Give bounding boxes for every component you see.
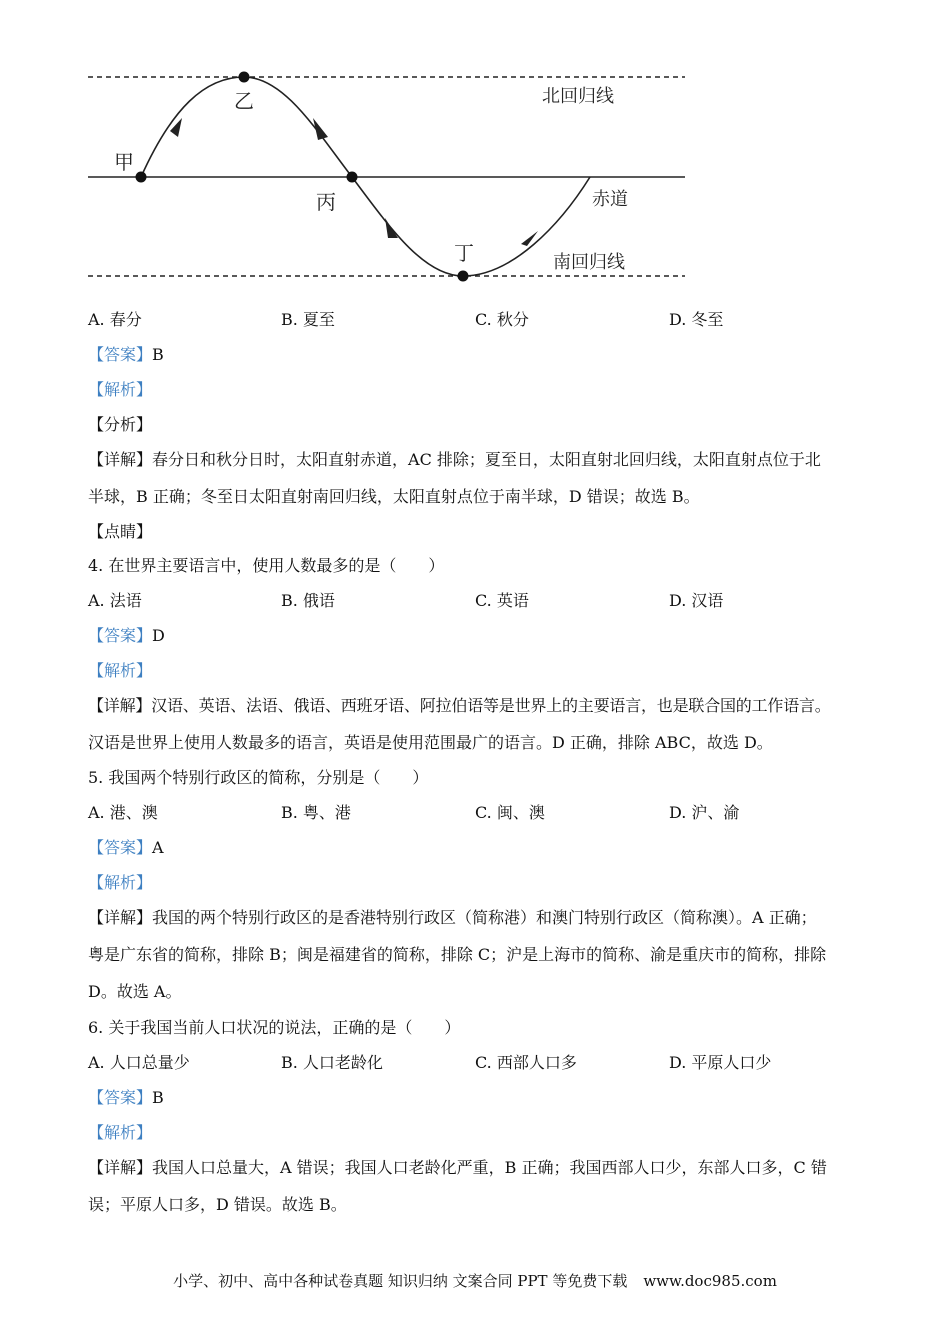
answer-tag: 【答案】 [88,626,153,645]
footer-text: 小学、初中、高中各种试卷真题 知识归纳 文案合同 PPT 等免费下载 [173,1272,628,1290]
detail-text: 春分日和秋分日时，太阳直射赤道，AC 排除；夏至日，太阳直射北回归线，太阳直射点位于北 [152,450,821,469]
answer-tag: 【答案】 [88,345,153,364]
detail-text: 我国人口总量大，A 错误；我国人口老龄化严重，B 正确；我国西部人口少，东部人口多，C 错 [152,1158,827,1177]
q4-option-a: A. 法语 [88,591,142,610]
point-ding [458,271,469,282]
q3-detail-line2: 半球，B 正确；冬至日太阳直射南回归线，太阳直射点位于南半球，D 错误；故选 B。 [88,487,700,506]
q6-option-d: D. 平原人口少 [669,1053,772,1072]
q4-analysis-tag: 【解析】 [88,661,153,680]
answer-tag: 【答案】 [88,1088,153,1107]
q3-option-a: A. 春分 [88,310,142,329]
detail-tag: 【详解】 [88,1158,153,1177]
q5-option-c: C. 闽、澳 [475,803,545,822]
answer-value: D [152,626,165,645]
q6-question: 6. 关于我国当前人口状况的说法，正确的是（ ） [88,1018,461,1037]
detail-tag: 【详解】 [88,696,152,715]
label-equator: 赤道 [592,189,628,210]
sun-path-diagram [80,60,700,290]
q6-option-b: B. 人口老龄化 [281,1053,383,1072]
q3-answer [88,345,164,365]
q6-detail-line2: 误；平原人口多，D 错误。故选 B。 [88,1195,347,1214]
answer-value: A [152,838,164,857]
q3-analysis-tag: 【解析】 [88,380,153,399]
point-yi [239,72,250,83]
label-ding: 丁 [454,241,474,265]
q3-option-b: B. 夏至 [281,310,335,329]
arrow-icon [385,218,398,238]
q4-answer [88,626,165,646]
q5-option-a: A. 港、澳 [88,803,158,822]
q4-option-b: B. 俄语 [281,591,335,610]
point-jia [136,172,147,183]
q3-fenxi-tag: 【分析】 [88,415,153,434]
q5-analysis-tag: 【解析】 [88,873,153,892]
q5-answer [88,838,164,858]
answer-tag: 【答案】 [88,838,153,857]
q3-detail-line1 [88,450,821,470]
label-south-tropic: 南回归线 [553,252,625,273]
q3-option-c: C. 秋分 [475,310,529,329]
footer-link[interactable]: www.doc985.com [643,1272,777,1290]
detail-tag: 【详解】 [88,908,153,927]
q6-answer [88,1088,164,1108]
point-bing [347,172,358,183]
detail-text: 汉语、英语、法语、俄语、西班牙语、阿拉伯语等是世界上的主要语言，也是联合国的工作语言。 [151,696,831,715]
q6-detail-line1 [88,1158,827,1178]
detail-text: 我国的两个特别行政区的是香港特别行政区（简称港）和澳门特别行政区（简称澳）。A 正确； [152,908,817,927]
label-jia: 甲 [114,150,134,174]
q6-option-c: C. 西部人口多 [475,1053,577,1072]
q5-option-d: D. 沪、渝 [669,803,740,822]
q4-question: 4. 在世界主要语言中，使用人数最多的是（ ） [88,556,445,575]
page-footer [0,1270,950,1291]
q5-detail-line3: D。故选 A。 [88,982,182,1001]
q4-option-d: D. 汉语 [669,591,724,610]
label-yi: 乙 [234,89,254,113]
answer-value: B [152,345,164,364]
label-bing: 丙 [316,190,336,214]
q5-detail-line2: 粤是广东省的简称，排除 B；闽是福建省的简称，排除 C；沪是上海市的简称、渝是重庆市的简称，排除 [88,945,827,964]
q4-option-c: C. 英语 [475,591,529,610]
answer-value: B [152,1088,164,1107]
q6-option-a: A. 人口总量少 [88,1053,190,1072]
q4-detail-line2: 汉语是世界上使用人数最多的语言，英语是使用范围最广的语言。D 正确，排除 ABC，故选 D。 [88,733,773,752]
q5-detail-line1 [88,908,817,928]
detail-tag: 【详解】 [88,450,153,469]
q3-dianjing-tag: 【点睛】 [88,522,153,541]
q3-option-d: D. 冬至 [669,310,724,329]
q5-option-b: B. 粤、港 [281,803,351,822]
q4-detail-line1 [88,696,831,716]
label-north-tropic: 北回归线 [542,86,614,107]
q6-analysis-tag: 【解析】 [88,1123,153,1142]
q5-question: 5. 我国两个特别行政区的简称，分别是（ ） [88,768,429,787]
